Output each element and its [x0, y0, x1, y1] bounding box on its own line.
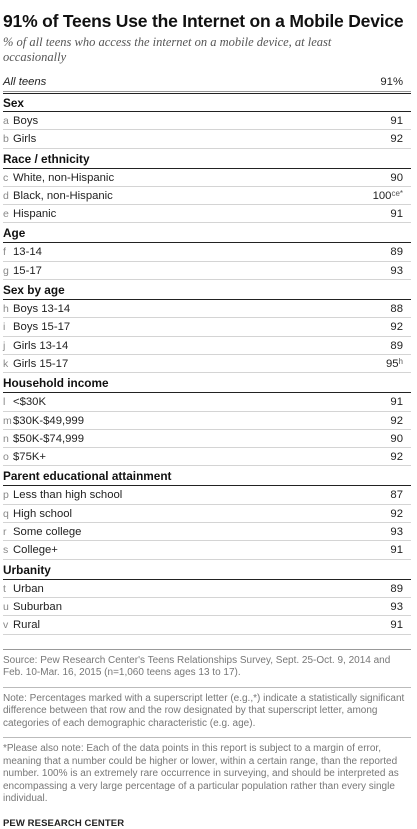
significance-superscript: h: [398, 356, 403, 366]
row-letter: m: [3, 414, 12, 427]
table-row: [3, 262, 411, 280]
row-value: 89: [390, 339, 403, 352]
table-row: [3, 430, 411, 448]
notes: [3, 649, 411, 806]
row-value: 92: [390, 451, 403, 464]
row-label: Suburban: [13, 600, 62, 613]
row-value: 89: [390, 246, 403, 259]
row-label: <$30K: [13, 396, 46, 409]
row-value: 90: [390, 432, 403, 445]
row-letter: n: [3, 432, 9, 445]
row-label: College+: [13, 544, 58, 557]
chart-title: 91% of Teens Use the Internet on a Mobile Device: [3, 11, 404, 31]
row-label: Urban: [13, 582, 44, 595]
row-label: High school: [13, 507, 73, 520]
row-label: Rural: [13, 619, 40, 632]
row-value: 95$^h$: [385, 356, 403, 370]
section-header: Household income: [3, 374, 411, 393]
note-paragraph: *Please also note: Each of the data points in this report is subject to a margin of error, meaning that a number could be higher or lower, within a certain range, than the reported number. 100% is an extremely rare occurrence in surveying, and should be interpreted as encompassing a very large percentage of a particular population rather than every single individual.: [3, 737, 411, 806]
source-credit: PEW RESEARCH CENTER: [3, 817, 125, 829]
row-label: Girls 13-14: [13, 339, 69, 352]
table-row: [3, 318, 411, 336]
row-letter: u: [3, 600, 9, 613]
row-letter: h: [3, 303, 9, 316]
row-value: 93: [390, 600, 403, 613]
row-label: Girls 15-17: [13, 357, 69, 370]
row-letter: q: [3, 507, 9, 520]
table-row: [3, 130, 411, 148]
data-table: [3, 72, 411, 635]
table-row: [3, 412, 411, 430]
row-value: 91: [390, 619, 403, 632]
row-value: 91: [390, 396, 403, 409]
row-letter: t: [3, 582, 6, 595]
row-value: 91: [390, 115, 403, 127]
row-value: 92: [390, 133, 403, 146]
row-label: Boys 13-14: [13, 303, 71, 316]
row-label: White, non-Hispanic: [13, 171, 115, 184]
row-letter: p: [3, 489, 9, 502]
row-letter: i: [3, 321, 6, 334]
note-paragraph: Note: Percentages marked with a superscript letter (e.g.,*) indicate a statistically significant difference between that row and the row designated by that superscript letter, among categories of each demographic characteristic (e.g. age).: [3, 687, 411, 731]
table-row: [3, 580, 411, 598]
row-value: 90: [390, 171, 403, 184]
table-row: [3, 616, 411, 634]
row-letter: f: [3, 246, 6, 259]
row-value: 88: [390, 303, 403, 316]
row-label: Black, non-Hispanic: [13, 189, 113, 202]
row-value: 92: [390, 321, 403, 334]
overall-row: [3, 72, 411, 92]
row-value: 91: [390, 544, 403, 557]
row-value: 92: [390, 507, 403, 520]
row-value: 92: [390, 414, 403, 427]
row-letter: s: [3, 544, 9, 557]
table-row: [3, 300, 411, 318]
row-label: Hispanic: [13, 208, 57, 221]
row-value: 87: [390, 489, 403, 502]
table-row: [3, 523, 411, 541]
section-header: Parent educational attainment: [3, 467, 411, 486]
row-letter: c: [3, 171, 9, 184]
row-letter: j: [3, 339, 6, 352]
row-letter: l: [3, 396, 6, 409]
overall-value: 91%: [380, 76, 403, 88]
table-row: [3, 112, 411, 130]
row-label: Boys 15-17: [13, 321, 71, 334]
row-label: Girls: [13, 133, 37, 146]
row-value: 93: [390, 264, 403, 277]
row-label: $50K-$74,999: [13, 432, 84, 445]
row-label: Boys: [13, 115, 39, 127]
significance-superscript: ce*: [391, 188, 403, 198]
table-row: [3, 448, 411, 466]
row-letter: b: [3, 133, 9, 146]
table-row: [3, 505, 411, 523]
row-label: $75K+: [13, 451, 46, 464]
row-value: 93: [390, 526, 403, 539]
row-label: Less than high school: [13, 489, 123, 502]
section-header: Age: [3, 224, 411, 243]
table-row: [3, 337, 411, 355]
table-row: [3, 205, 411, 223]
chart-subtitle: % of all teens who access the internet on a mobile device, at least occasionally: [3, 35, 332, 64]
note-paragraph: Source: Pew Research Center's Teens Relationships Survey, Sept. 25-Oct. 9, 2014 and Feb. 10-Mar. 16, 2015 (n=1,060 teens ages 13 to 17).: [3, 649, 411, 680]
table-row: [3, 541, 411, 559]
row-value: 89: [390, 582, 403, 595]
sections-container: [3, 93, 411, 635]
row-letter: a: [3, 115, 9, 127]
table-row: [3, 393, 411, 411]
table-row: [3, 243, 411, 261]
table-row: [3, 169, 411, 187]
row-letter: v: [3, 619, 9, 632]
row-letter: g: [3, 264, 9, 277]
overall-label: All teens: [3, 76, 47, 88]
row-value: 91: [390, 208, 403, 221]
row-letter: r: [3, 526, 7, 539]
section-header: Sex: [3, 93, 411, 112]
row-letter: o: [3, 451, 9, 464]
section-header: Sex by age: [3, 281, 411, 300]
section-header: Race / ethnicity: [3, 150, 411, 169]
row-label: Some college: [13, 526, 82, 539]
row-letter: e: [3, 208, 9, 221]
table-row: [3, 187, 411, 205]
row-label: 13-14: [13, 246, 42, 259]
row-letter: d: [3, 189, 9, 202]
table-row: [3, 355, 411, 373]
section-header: Urbanity: [3, 561, 411, 580]
table-row: [3, 486, 411, 504]
row-letter: k: [3, 357, 9, 370]
row-label: 15-17: [13, 264, 42, 277]
row-label: $30K-$49,999: [13, 414, 84, 427]
row-value: $100^{ce*}$: [372, 188, 403, 202]
table-row: [3, 598, 411, 616]
